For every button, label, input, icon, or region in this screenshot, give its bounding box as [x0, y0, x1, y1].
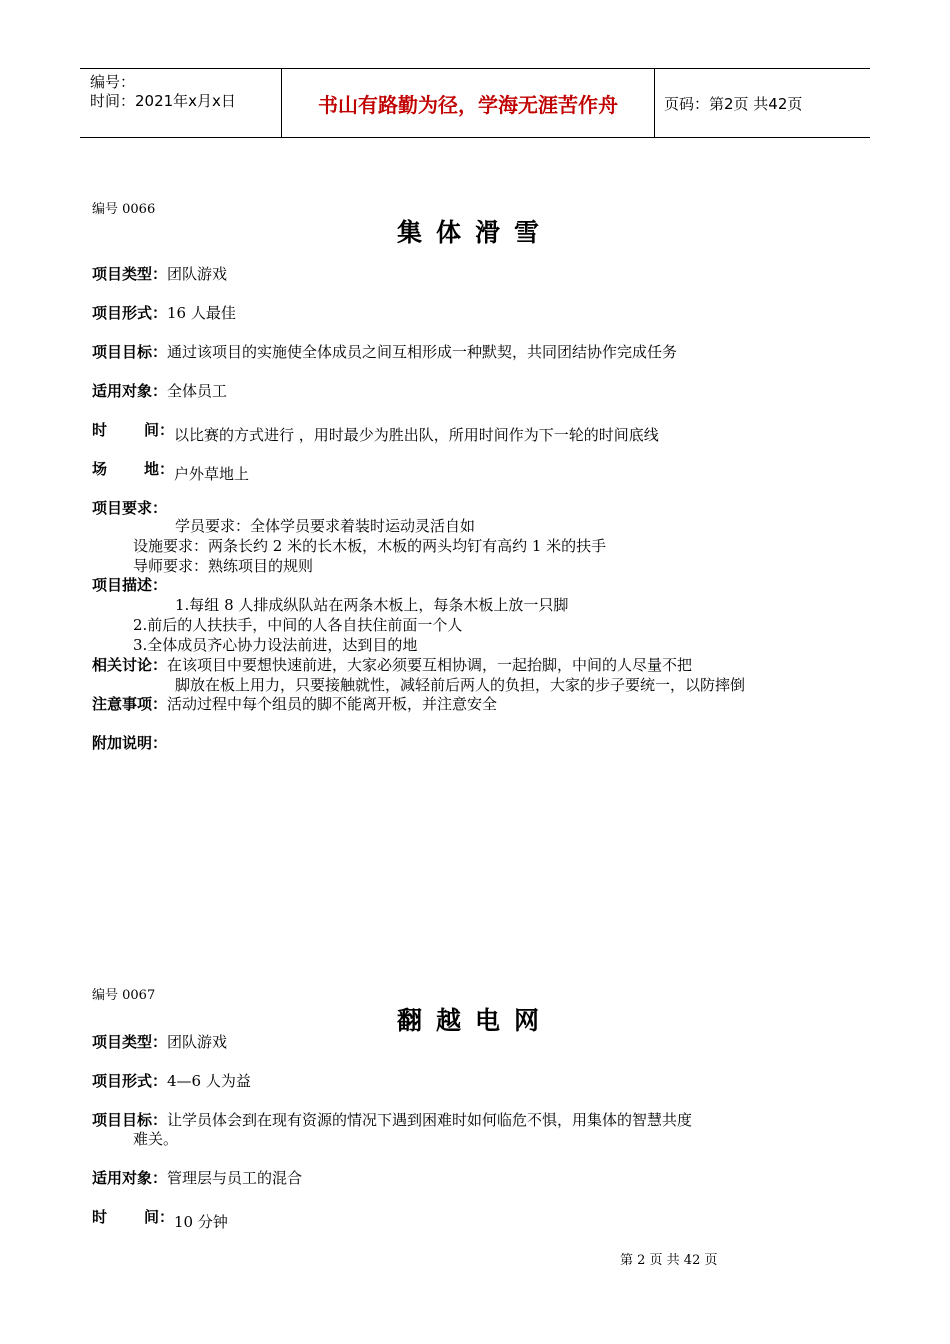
- notes-value: 活动过程中每个组员的脚不能离开板，并注意安全: [167, 695, 498, 713]
- discussion-line-1: 在该项目中要想快速前进，大家必须要互相协调，一起抬脚，中间的人尽量不把: [167, 656, 693, 674]
- section2-target-row: [92, 1167, 302, 1188]
- form-label: 项目形式：: [92, 1072, 168, 1090]
- section1-goal-row: [92, 341, 677, 362]
- time-value: 10 分钟: [174, 1213, 228, 1231]
- section1-title: 集体滑雪: [396, 218, 553, 247]
- section1-type-row: [92, 263, 227, 284]
- form-value: 4—6 人为益: [167, 1072, 251, 1090]
- header-motto: 书山有路勤为径，学海无涯苦作舟: [318, 93, 618, 117]
- section2-form-row: [92, 1070, 251, 1091]
- goal-value-line-2: 难关。: [133, 1130, 179, 1148]
- extra-label: 附加说明：: [92, 734, 168, 752]
- description-label: 项目描述：: [92, 576, 168, 594]
- section2-type-row: [92, 1031, 227, 1052]
- header-page-info: 页码：第2页 共42页: [664, 95, 803, 113]
- desc-step-2: 2.前后的人扶扶手，中间的人各自扶住前面一个人: [133, 616, 463, 634]
- discussion-line-2: 脚放在板上用力，只要接触就性，减轻前后两人的负担，大家的步子要统一，以防摔倒: [175, 676, 746, 694]
- desc-step-1: 1.每组 8 人排成纵队站在两条木板上，每条木板上放一只脚: [175, 596, 569, 614]
- req-mentor: 导师要求：熟练项目的规则: [133, 557, 314, 575]
- header-date: 时间：2021年x月x日: [90, 92, 236, 110]
- page-header: [80, 68, 870, 138]
- form-value: 16 人最佳: [167, 304, 236, 322]
- page-footer: 第 2 页 共 42 页: [620, 1253, 718, 1268]
- section1-time-row: [92, 419, 659, 445]
- time-value: 以比赛的方式进行 ，用时最少为胜出队，所用时间作为下一轮的时间底线: [174, 426, 659, 444]
- header-left: [90, 73, 236, 111]
- venue-label: 场 地：: [92, 460, 174, 478]
- req-student: 学员要求：全体学员要求着装时运动灵活自如: [175, 517, 476, 535]
- target-value: 管理层与员工的混合: [167, 1169, 303, 1187]
- type-label: 项目类型：: [92, 1033, 168, 1051]
- section2-code: 编号 0067: [92, 988, 156, 1003]
- desc-step-3: 3.全体成员齐心协力设法前进，达到目的地: [133, 636, 418, 654]
- section1-target-row: [92, 380, 227, 401]
- target-label: 适用对象：: [92, 1169, 168, 1187]
- notes-label: 注意事项：: [92, 695, 168, 713]
- target-label: 适用对象：: [92, 382, 168, 400]
- time-label: 时 间：: [92, 1208, 174, 1226]
- type-value: 团队游戏: [167, 265, 228, 283]
- goal-label: 项目目标：: [92, 1111, 168, 1129]
- section1-venue-row: [92, 458, 249, 484]
- section1-code: 编号 0066: [92, 202, 156, 217]
- goal-label: 项目目标：: [92, 343, 168, 361]
- notes-row: [92, 693, 497, 714]
- requirements-label: 项目要求：: [92, 499, 168, 517]
- header-number-label: 编号：: [90, 73, 136, 91]
- venue-value: 户外草地上: [174, 465, 250, 483]
- goal-value: 通过该项目的实施使全体成员之间互相形成一种默契，共同团结协作完成任务: [167, 343, 678, 361]
- discussion-label: 相关讨论：: [92, 656, 168, 674]
- section2-time-row: [92, 1206, 228, 1232]
- goal-value-line-1: 让学员体会到在现有资源的情况下遇到困难时如何临危不惧，用集体的智慧共度: [167, 1111, 693, 1129]
- target-value: 全体员工: [167, 382, 228, 400]
- discussion-row: [92, 654, 692, 675]
- type-value: 团队游戏: [167, 1033, 228, 1051]
- header-divider-2: [654, 69, 655, 137]
- form-label: 项目形式：: [92, 304, 168, 322]
- section2-title: 翻越电网: [396, 1006, 553, 1035]
- time-label: 时 间：: [92, 421, 174, 439]
- type-label: 项目类型：: [92, 265, 168, 283]
- section2-goal-row: [92, 1109, 692, 1130]
- req-facility: 设施要求：两条长约 2 米的长木板，木板的两头均钉有高约 1 米的扶手: [133, 537, 607, 555]
- section1-form-row: [92, 302, 236, 323]
